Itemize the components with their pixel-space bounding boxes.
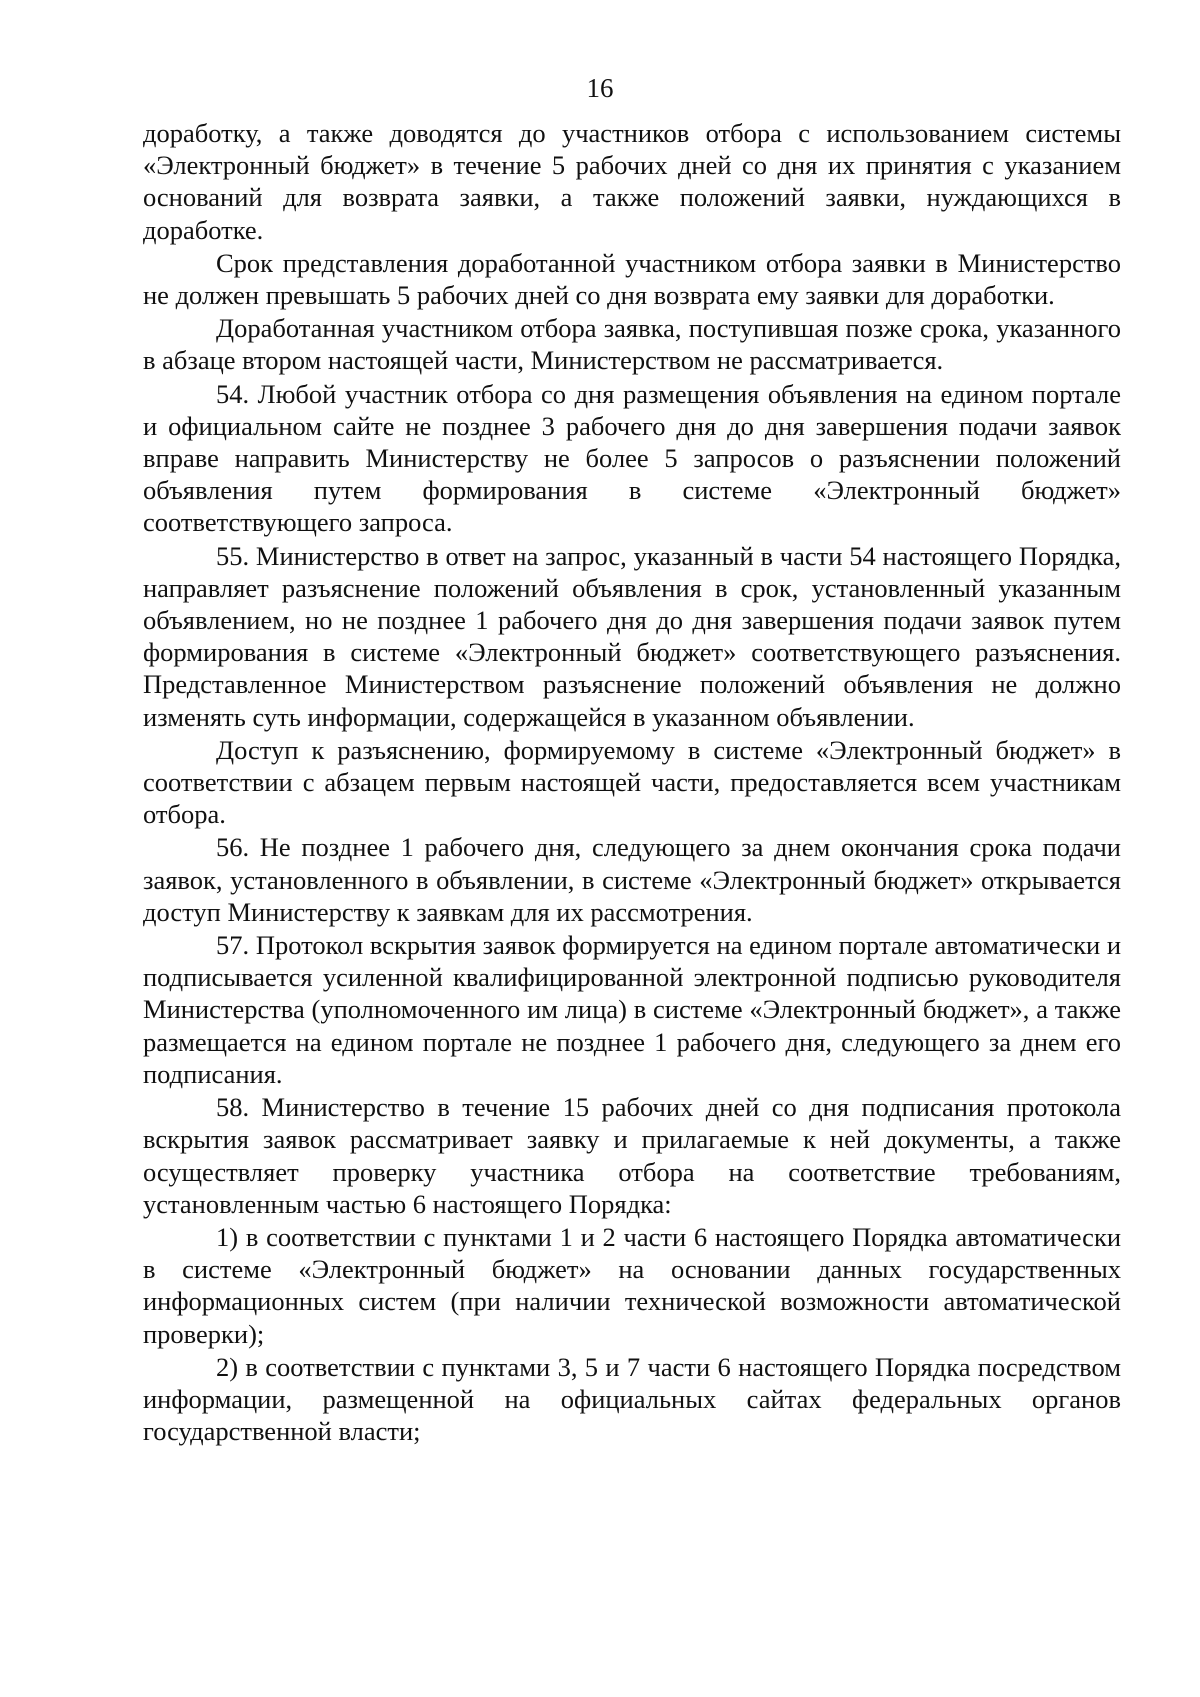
paragraph-late-submission: Доработанная участником отбора заявка, поступившая позже срока, указанного в абзаце втором настоящей части, Министерством не рассматривается. xyxy=(143,313,1121,376)
paragraph-subitem-1: 1) в соответствии с пунктами 1 и 2 части 6 настоящего Порядка автоматически в системе «Электронный бюджет» на основании данных государственных информационных систем (при наличии технической возможности автоматической проверки); xyxy=(143,1221,1121,1349)
paragraph-item-55: 55. Министерство в ответ на запрос, указанный в части 54 настоящего Порядка, направляет разъяснение положений объявления в срок, установленный указанным объявлением, но не позднее 1 рабочего дня до дня завершения подачи заявок путем формирования в системе «Электронный бюджет» соответствующего разъяснения. Представленное Министерством разъяснение положений объявления не должно изменять суть информации, содержащейся в указанном объявлении. xyxy=(143,540,1121,732)
paragraph-continuation: доработку, а также доводятся до участников отбора с использованием системы «Электронный бюджет» в течение 5 рабочих дней со дня их принятия с указанием оснований для возврата заявки, а также положений заявки, нуждающихся в доработке. xyxy=(143,118,1121,245)
paragraph-submission-deadline: Срок представления доработанной участником отбора заявки в Министерство не должен превышать 5 рабочих дней со дня возврата ему заявки для доработки. xyxy=(143,247,1121,311)
paragraph-item-57: 57. Протокол вскрытия заявок формируется на едином портале автоматически и подписывается усиленной квалифицированной электронной подписью руководителя Министерства (уполномоченного им лица) в системе «Электронный бюджет», а также размещается на едином портале не позднее 1 рабочего дня, следующего за днем его подписания. xyxy=(143,930,1121,1089)
paragraph-item-54: 54. Любой участник отбора со дня размещения объявления на едином портале и официальном сайте не позднее 3 рабочего дня до дня завершения подачи заявок вправе направить Министерству не более 5 запросов о разъяснении положений объявления путем формирования в системе «Электронный бюджет» соответствующего запроса. xyxy=(143,378,1121,538)
paragraph-item-56: 56. Не позднее 1 рабочего дня, следующего за днем окончания срока подачи заявок, установленного в объявлении, в системе «Электронный бюджет» открывается доступ Министерству к заявкам для их рассмотрения. xyxy=(143,832,1121,927)
document-body xyxy=(143,117,1121,1447)
paragraph-item-58: 58. Министерство в течение 15 рабочих дней со дня подписания протокола вскрытия заявок рассматривает заявку и прилагаемые к ней документы, а также осуществляет проверку участника отбора на соответствие требованиям, установленным частью 6 настоящего Порядка: xyxy=(143,1092,1121,1219)
paragraph-subitem-2: 2) в соответствии с пунктами 3, 5 и 7 части 6 настоящего Порядка посредством информации, размещенной на официальных сайтах федеральных органов государственной власти; xyxy=(143,1351,1121,1447)
paragraph-clarification-access: Доступ к разъяснению, формируемому в системе «Электронный бюджет» в соответствии с абзацем первым настоящей части, предоставляется всем участникам отбора. xyxy=(143,734,1121,830)
page-number: 16 xyxy=(586,73,614,103)
